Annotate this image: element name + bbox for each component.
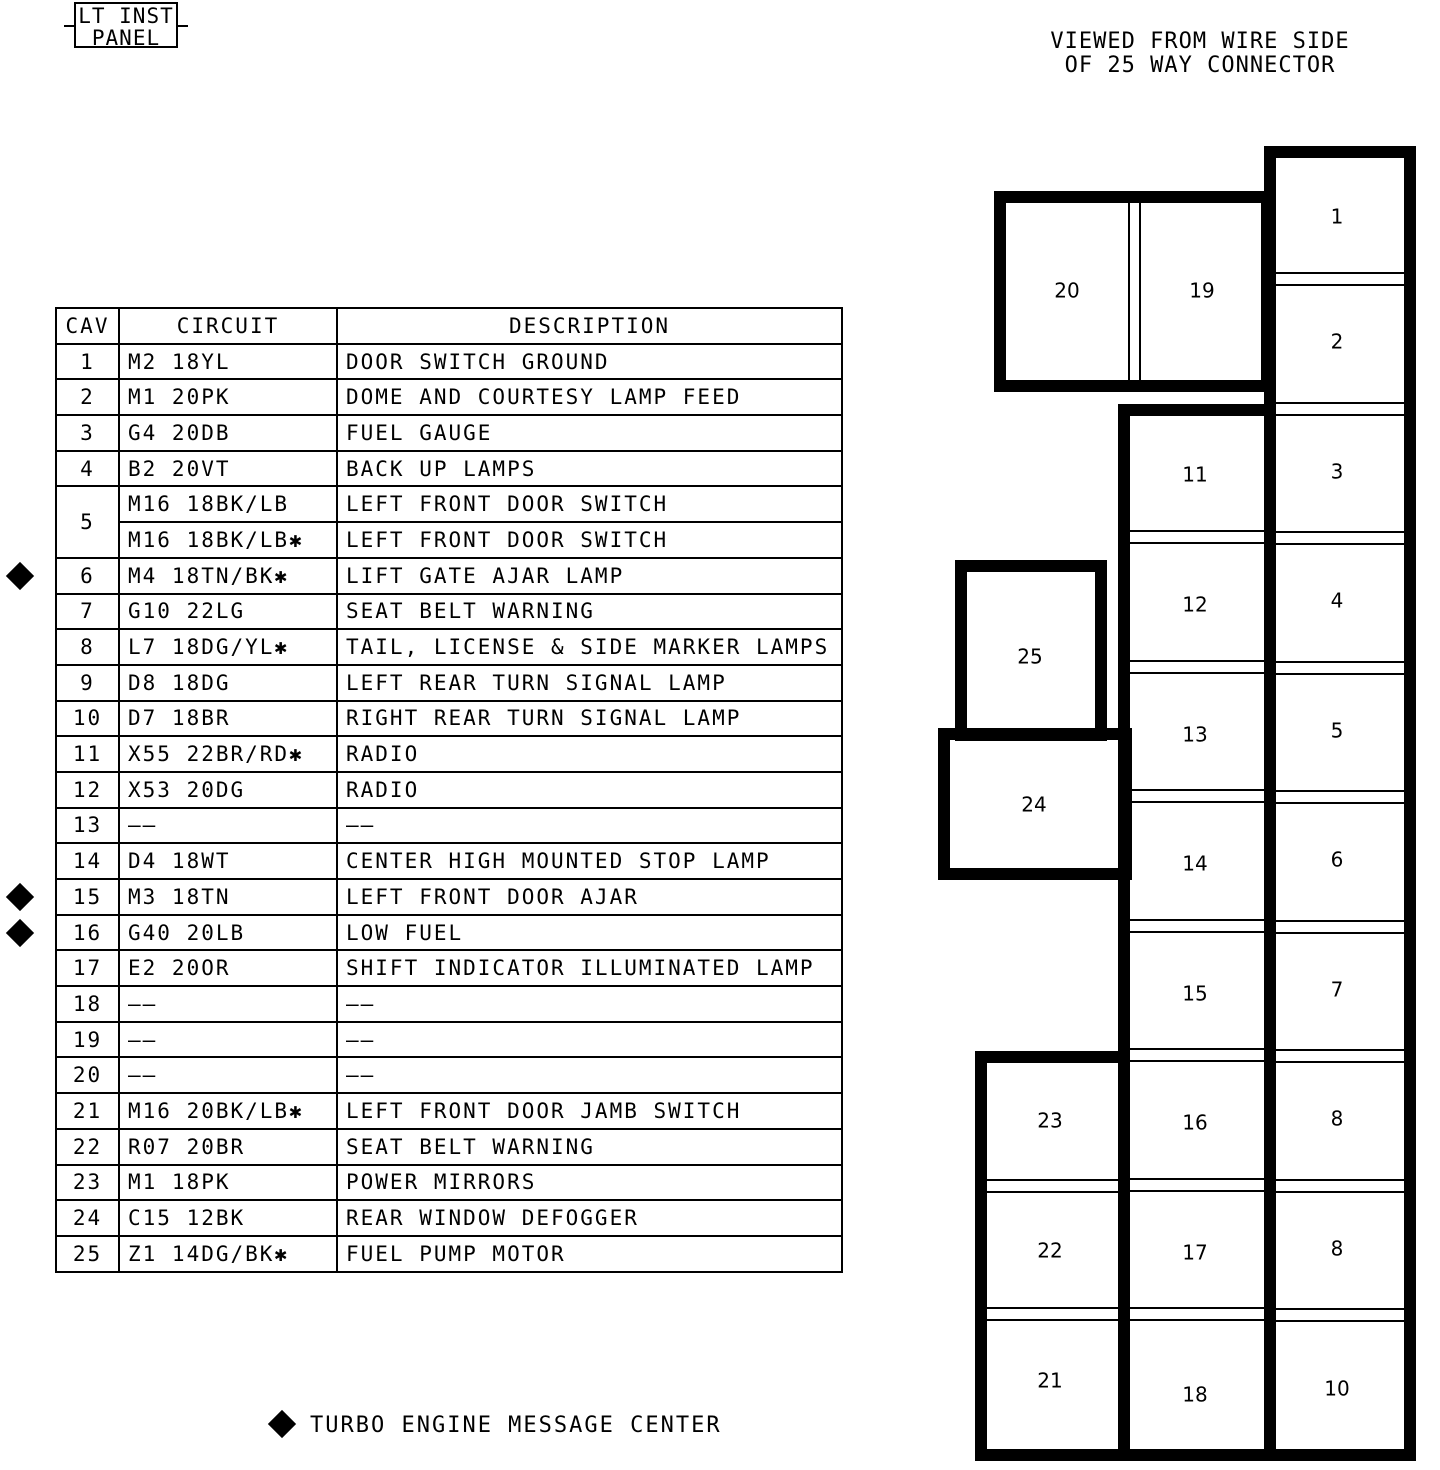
cavity-label: 2	[1330, 329, 1344, 354]
cavity-label: 5	[1330, 718, 1344, 743]
cavity-label: 8	[1330, 1106, 1344, 1131]
cav-cell: 6	[56, 558, 119, 594]
cavity-label: 1	[1330, 204, 1344, 229]
description-cell: SEAT BELT WARNING	[337, 1129, 842, 1165]
description-cell: RADIO	[337, 736, 842, 772]
circuit-cell: D8 18DG	[119, 665, 337, 701]
cavity-label: 6	[1330, 847, 1344, 872]
cav-cell: 2	[56, 379, 119, 415]
cavity-label: 7	[1330, 977, 1344, 1002]
cav-cell: 5	[56, 486, 119, 557]
cav-cell: 12	[56, 772, 119, 808]
circuit-cell: C15 12BK	[119, 1200, 337, 1236]
circuit-cell: M16 18BK/LB✱	[119, 522, 337, 558]
cav-cell: 24	[56, 1200, 119, 1236]
cav-cell: 21	[56, 1093, 119, 1129]
circuit-cell: R07 20BR	[119, 1129, 337, 1165]
description-cell: DOME AND COURTESY LAMP FEED	[337, 379, 842, 415]
description-cell: BACK UP LAMPS	[337, 451, 842, 487]
circuit-cell: B2 20VT	[119, 451, 337, 487]
connector-label-line-2: PANEL	[91, 26, 161, 50]
circuit-cell: X53 20DG	[119, 772, 337, 808]
description-cell: LOW FUEL	[337, 915, 842, 951]
circuit-cell: G10 22LG	[119, 594, 337, 630]
cav-cell: 7	[56, 594, 119, 630]
description-cell: LEFT FRONT DOOR AJAR	[337, 879, 842, 915]
description-cell: REAR WINDOW DEFOGGER	[337, 1200, 842, 1236]
cav-cell: 8	[56, 629, 119, 665]
header-cav: CAV	[56, 308, 119, 344]
cav-cell: 15	[56, 879, 119, 915]
cav-cell: 19	[56, 1022, 119, 1058]
circuit-cell: ——	[119, 1022, 337, 1058]
cavity-label: 13	[1182, 722, 1208, 747]
cav-cell: 13	[56, 808, 119, 844]
description-cell: FUEL GAUGE	[337, 415, 842, 451]
header-description: DESCRIPTION	[337, 308, 842, 344]
cav-cell: 25	[56, 1236, 119, 1272]
circuit-cell: M16 20BK/LB✱	[119, 1093, 337, 1129]
circuit-cell: D7 18BR	[119, 701, 337, 737]
cavity-label: 19	[1189, 278, 1215, 303]
cavity-label: 12	[1182, 592, 1208, 617]
cavity-label: 8	[1330, 1236, 1344, 1261]
cav-cell: 3	[56, 415, 119, 451]
cav-cell: 1	[56, 344, 119, 380]
description-cell: ——	[337, 808, 842, 844]
circuit-cell: M1 20PK	[119, 379, 337, 415]
cavity-label: 4	[1330, 588, 1344, 613]
circuit-cell: E2 20OR	[119, 950, 337, 986]
header-circuit: CIRCUIT	[119, 308, 337, 344]
circuit-cell: M3 18TN	[119, 879, 337, 915]
circuit-cell: X55 22BR/RD✱	[119, 736, 337, 772]
cavity-label: 21	[1037, 1368, 1063, 1393]
cavity-label: 24	[1021, 792, 1047, 817]
description-cell: LEFT FRONT DOOR SWITCH	[337, 486, 842, 522]
cavity-label: 3	[1330, 459, 1344, 484]
cavity-label: 14	[1182, 851, 1208, 876]
circuit-cell: G4 20DB	[119, 415, 337, 451]
description-cell: FUEL PUMP MOTOR	[337, 1236, 842, 1272]
description-cell: SEAT BELT WARNING	[337, 594, 842, 630]
description-cell: LEFT REAR TURN SIGNAL LAMP	[337, 665, 842, 701]
cav-cell: 10	[56, 701, 119, 737]
cavity-block-20-19	[1000, 197, 1267, 386]
view-note-line-1: VIEWED FROM WIRE SIDE	[1050, 29, 1350, 54]
footnote-text: TURBO ENGINE MESSAGE CENTER	[310, 1413, 722, 1438]
cavity-label: 17	[1182, 1240, 1208, 1265]
cavity-label: 11	[1182, 462, 1208, 487]
cavity-label: 18	[1182, 1382, 1208, 1407]
description-cell: ——	[337, 986, 842, 1022]
cavity-label: 25	[1017, 644, 1043, 669]
cavity-label: 23	[1037, 1108, 1063, 1133]
cav-cell: 9	[56, 665, 119, 701]
cav-cell: 14	[56, 843, 119, 879]
description-cell: ——	[337, 1022, 842, 1058]
description-cell: LEFT FRONT DOOR JAMB SWITCH	[337, 1093, 842, 1129]
cavity-label: 10	[1324, 1376, 1350, 1401]
description-cell: SHIFT INDICATOR ILLUMINATED LAMP	[337, 950, 842, 986]
description-cell: LEFT FRONT DOOR SWITCH	[337, 522, 842, 558]
view-note-line-2: OF 25 WAY CONNECTOR	[1064, 53, 1336, 78]
circuit-cell: M16 18BK/LB	[119, 486, 337, 522]
connector-label-line-1: LT INST	[78, 4, 174, 28]
cav-cell: 17	[56, 950, 119, 986]
cav-cell: 18	[56, 986, 119, 1022]
description-cell: RADIO	[337, 772, 842, 808]
circuit-cell: G40 20LB	[119, 915, 337, 951]
description-cell: RIGHT REAR TURN SIGNAL LAMP	[337, 701, 842, 737]
circuit-cell: M4 18TN/BK✱	[119, 558, 337, 594]
description-cell: CENTER HIGH MOUNTED STOP LAMP	[337, 843, 842, 879]
cav-cell: 23	[56, 1165, 119, 1201]
cav-cell: 22	[56, 1129, 119, 1165]
circuit-cell: M1 18PK	[119, 1165, 337, 1201]
description-cell: DOOR SWITCH GROUND	[337, 344, 842, 380]
cav-cell: 11	[56, 736, 119, 772]
circuit-cell: L7 18DG/YL✱	[119, 629, 337, 665]
cav-cell: 20	[56, 1057, 119, 1093]
circuit-cell: M2 18YL	[119, 344, 337, 380]
circuit-cell: ——	[119, 1057, 337, 1093]
cav-cell: 16	[56, 915, 119, 951]
circuit-cell: ——	[119, 808, 337, 844]
cavity-label: 15	[1182, 981, 1208, 1006]
description-cell: ——	[337, 1057, 842, 1093]
cav-cell: 4	[56, 451, 119, 487]
description-cell: POWER MIRRORS	[337, 1165, 842, 1201]
description-cell: LIFT GATE AJAR LAMP	[337, 558, 842, 594]
circuit-cell: D4 18WT	[119, 843, 337, 879]
cavity-label: 16	[1182, 1110, 1208, 1135]
cavity-label: 22	[1037, 1238, 1063, 1263]
description-cell: TAIL, LICENSE & SIDE MARKER LAMPS	[337, 629, 842, 665]
circuit-cell: Z1 14DG/BK✱	[119, 1236, 337, 1272]
circuit-cell: ——	[119, 986, 337, 1022]
cavity-label: 20	[1054, 278, 1080, 303]
